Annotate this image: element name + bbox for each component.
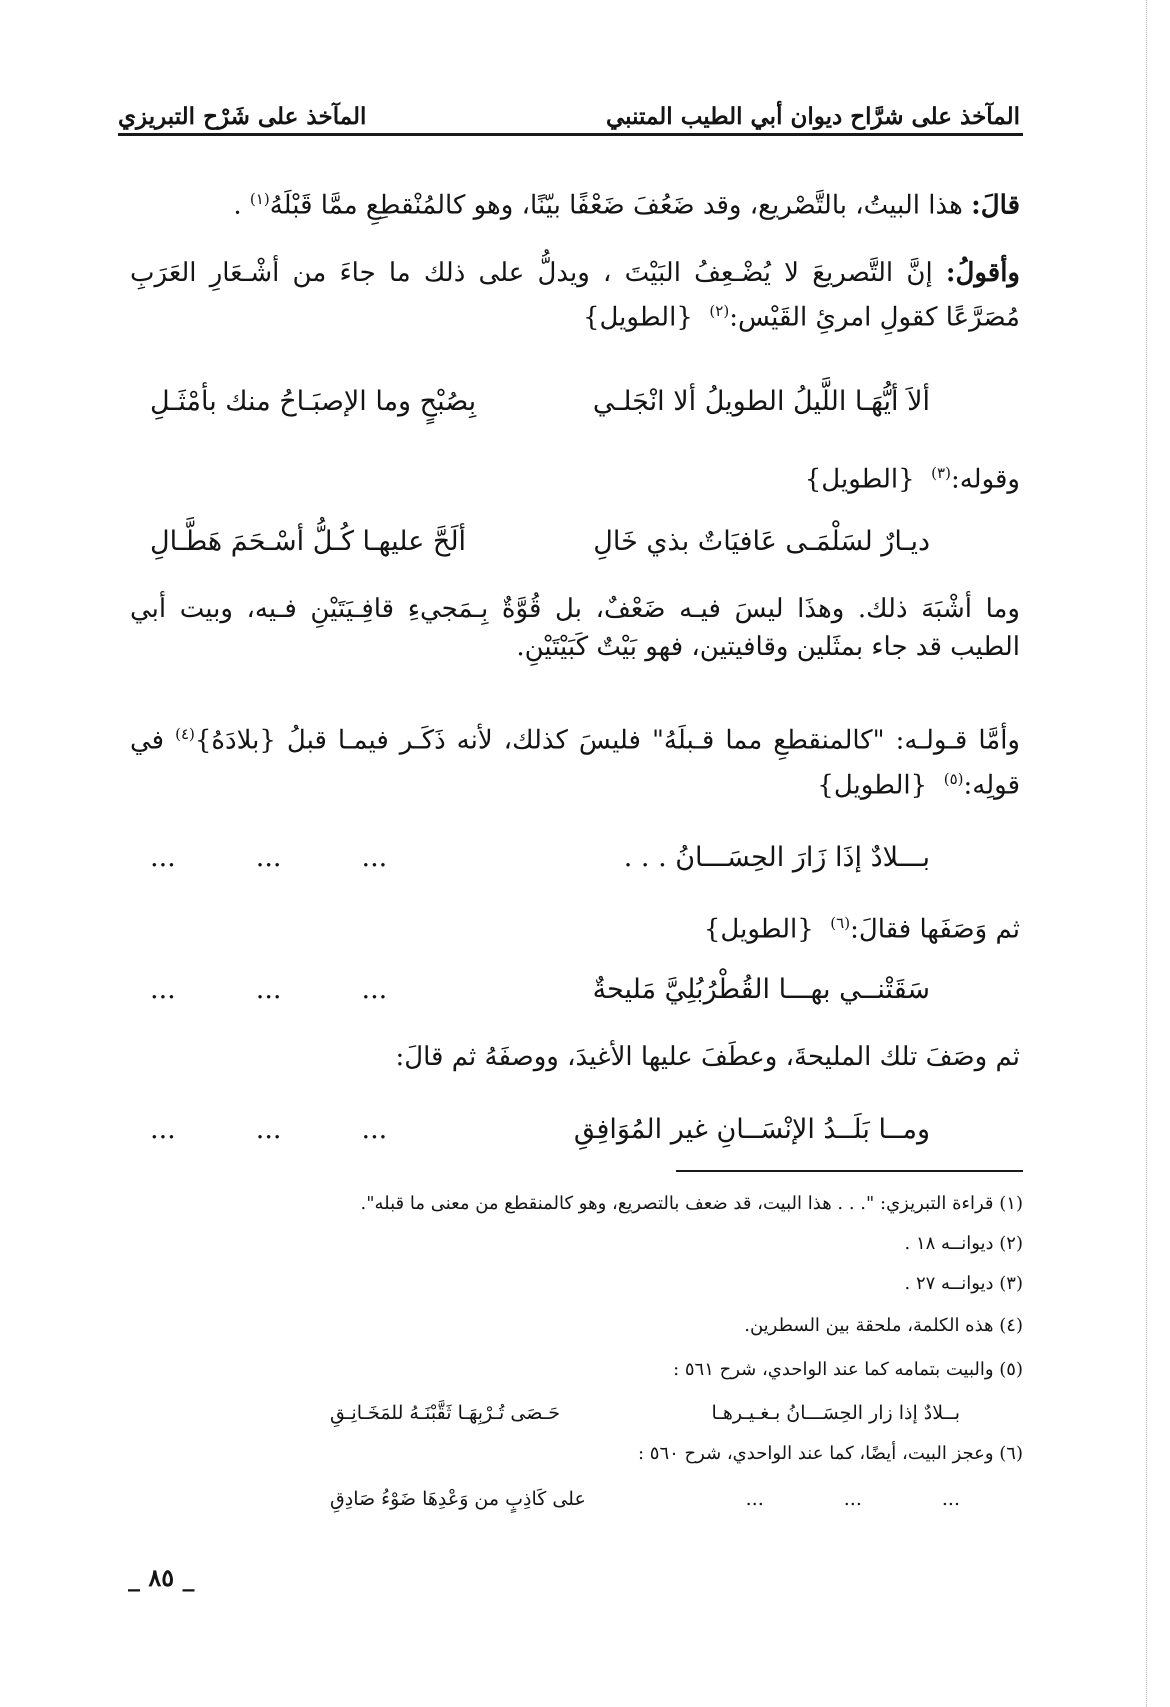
paragraph-text: وأمَّا قـولـه: "كالمنقطعِ مما قـبلَهُ" فليسَ كذلك، لأنه ذَكَـر فيمـا قبلُ {بلادَهُ} <box>194 725 1020 756</box>
footnote-6-verse <box>330 1484 960 1514</box>
verse-second-hemistich: ألَحَّ عليهـا كُـلُّ أسْـحَمَ هَطَّـالِ <box>150 526 467 557</box>
ellipsis: ... <box>941 1488 960 1510</box>
footnote-ref: (١) <box>249 190 270 208</box>
verse-imru-alqais <box>150 382 930 422</box>
footnote-2: (٢) ديوانــه ١٨ . <box>904 1233 1023 1254</box>
verse-second-hemistich: بِصُبْحٍ وما الإصبَـاحُ منك بأمْثَـلِ <box>150 386 477 417</box>
verse-ellipsis <box>150 1110 387 1150</box>
verse-second-hemistich: على كَاذِبٍ من وَعْدِهَا ضَوْءُ صَادِقِ <box>330 1488 586 1510</box>
verse-ellipsis <box>150 838 387 878</box>
verse-first-hemistich: سَقَتْنــي بهـــا القُطْرُبُلِيَّ مَليحةٌ <box>592 974 930 1005</box>
ellipsis: ... <box>843 1488 862 1510</box>
paragraph-commentary <box>130 590 1020 666</box>
ellipsis: ... <box>255 974 282 1005</box>
verse-balad <box>150 1110 930 1150</box>
meter-label: {الطويل} <box>703 914 814 945</box>
paragraph-end: . <box>233 190 250 221</box>
page-edge-line <box>1146 0 1147 1707</box>
footnote-ref: (٣) <box>931 464 951 482</box>
page-number: _ ٨٥ _ <box>128 1563 195 1592</box>
running-header <box>118 86 1020 130</box>
footnote-3: (٣) ديوانــه ٢٧ . <box>904 1273 1023 1294</box>
verse-ellipsis <box>746 1484 960 1514</box>
paragraph-text: وما أشْبَهَ ذلك. وهذَا ليسَ فيـه ضَعْفٌ، بل قُوَّةٌ بِـمَجيءِ قافِـيَتَيْنِ فـيه، وبيت أبي الطيب قد جاء بمثَلين وقافيتين، فهو بَيْتٌ كَبَيْتَيْنِ. <box>130 594 1020 662</box>
paragraph-amma-qawluhu <box>130 715 1020 804</box>
verse-saqatni <box>150 970 930 1010</box>
footnote-ref: (٦) <box>830 914 851 932</box>
header-rule <box>118 133 1023 136</box>
speaker-label: قالَ: <box>971 190 1020 221</box>
verse-ellipsis <box>150 970 387 1010</box>
verse-first-hemistich: بـــلادٌ إذَا زَارَ الحِسَـــانُ . . . <box>623 842 930 873</box>
footnote-5-verse <box>330 1398 960 1428</box>
footnote-1: (١) قراءة التبريزي: ". . . هذا البيت، قد ضعف بالتصريع، وهو كالمنقطع من معنى ما قبله". <box>360 1193 1023 1214</box>
paragraph-wasafaha <box>130 904 1020 949</box>
footnote-rule <box>676 1170 1023 1172</box>
ellipsis: ... <box>255 842 282 873</box>
book-title: المآخذ على شرَّاح ديوان أبي الطيب المتنبي <box>606 103 1020 130</box>
section-title: المآخذ على شَرْح التبريزي <box>118 103 367 130</box>
paragraph-text: وقوله: <box>950 464 1020 495</box>
footnote-ref: (٥) <box>943 769 964 788</box>
ellipsis: ... <box>150 1114 176 1145</box>
verse-first-hemistich: ألاَ أيُّهَـا اللَّيلُ الطويلُ ألا انْجَلـي <box>592 386 930 417</box>
footnote-ref: (٤) <box>175 725 195 743</box>
speaker-label: وأقولُ: <box>945 258 1020 288</box>
footnote-ref: (٢) <box>709 302 730 320</box>
paragraph-text-cont: في قولِه: <box>130 725 1020 801</box>
paragraph-text: هذا البيتُ، بالتَّصْريع، وقد ضَعُفَ ضَعْفًا بيّنًا، وهو كالمُنْقطِعِ ممَّا قَبْلَهُ <box>269 190 972 221</box>
paragraph-qawluhu <box>130 454 1020 499</box>
ellipsis: ... <box>150 974 176 1005</box>
meter-label: {الطويل} <box>582 302 693 333</box>
verse-second-hemistich: حَـصَى تُـرْبِهَـا ثَقَّبْنَـهُ للمَخَـانِـقِ <box>330 1402 560 1424</box>
ellipsis: ... <box>361 974 388 1005</box>
paragraph-text: إنَّ التَّصريعَ لا يُضْـعِفُ البَيْتَ ، ويدلُّ على ذلك ما جاءَ من أشْـعَارِ العَرَبِ مُصَرَّعًا كقولِ امرئِ القَيْس: <box>130 258 1020 333</box>
meter-label: {الطويل} <box>804 464 915 495</box>
ellipsis: ... <box>255 1114 282 1145</box>
footnote-5: (٥) والبيت بتمامه كما عند الواحدي، شرح ٥٦١ : <box>673 1359 1023 1380</box>
verse-bilad <box>150 838 930 878</box>
paragraph-text: ثم وَصَفَها فقالَ: <box>850 914 1020 945</box>
verse-first-hemistich: ومــا بَلَــدُ الإنْسَــانِ غير المُوَافِقِ <box>573 1114 930 1145</box>
paragraph-text: ثم وصَفَ تلك المليحةَ، وعطَفَ عليها الأغيدَ، ووصفَهُ ثم قالَ: <box>395 1042 1020 1072</box>
footnote-6: (٦) وعجز البيت، أيضًا، كما عند الواحدي، شرح ٥٦٠ : <box>637 1443 1023 1464</box>
paragraph-wasafa <box>130 1038 1020 1076</box>
ellipsis: ... <box>361 1114 388 1145</box>
footnote-4: (٤) هذه الكلمة، ملحقة بين السطرين. <box>744 1315 1023 1336</box>
meter-label: {الطويل} <box>817 770 928 801</box>
verse-first-hemistich: بــلادٌ إذا زار الحِسَـــانُ بـغـيـرهـا <box>711 1402 960 1424</box>
paragraph-aqulu <box>130 254 1020 337</box>
verse-salma <box>150 522 930 562</box>
ellipsis: ... <box>745 1488 764 1510</box>
verse-first-hemistich: ديـارٌ لسَلْمَـى عَافيَاتٌ بذي خَالِ <box>593 526 930 557</box>
ellipsis: ... <box>150 842 176 873</box>
paragraph-qala <box>130 180 1020 225</box>
ellipsis: ... <box>361 842 388 873</box>
